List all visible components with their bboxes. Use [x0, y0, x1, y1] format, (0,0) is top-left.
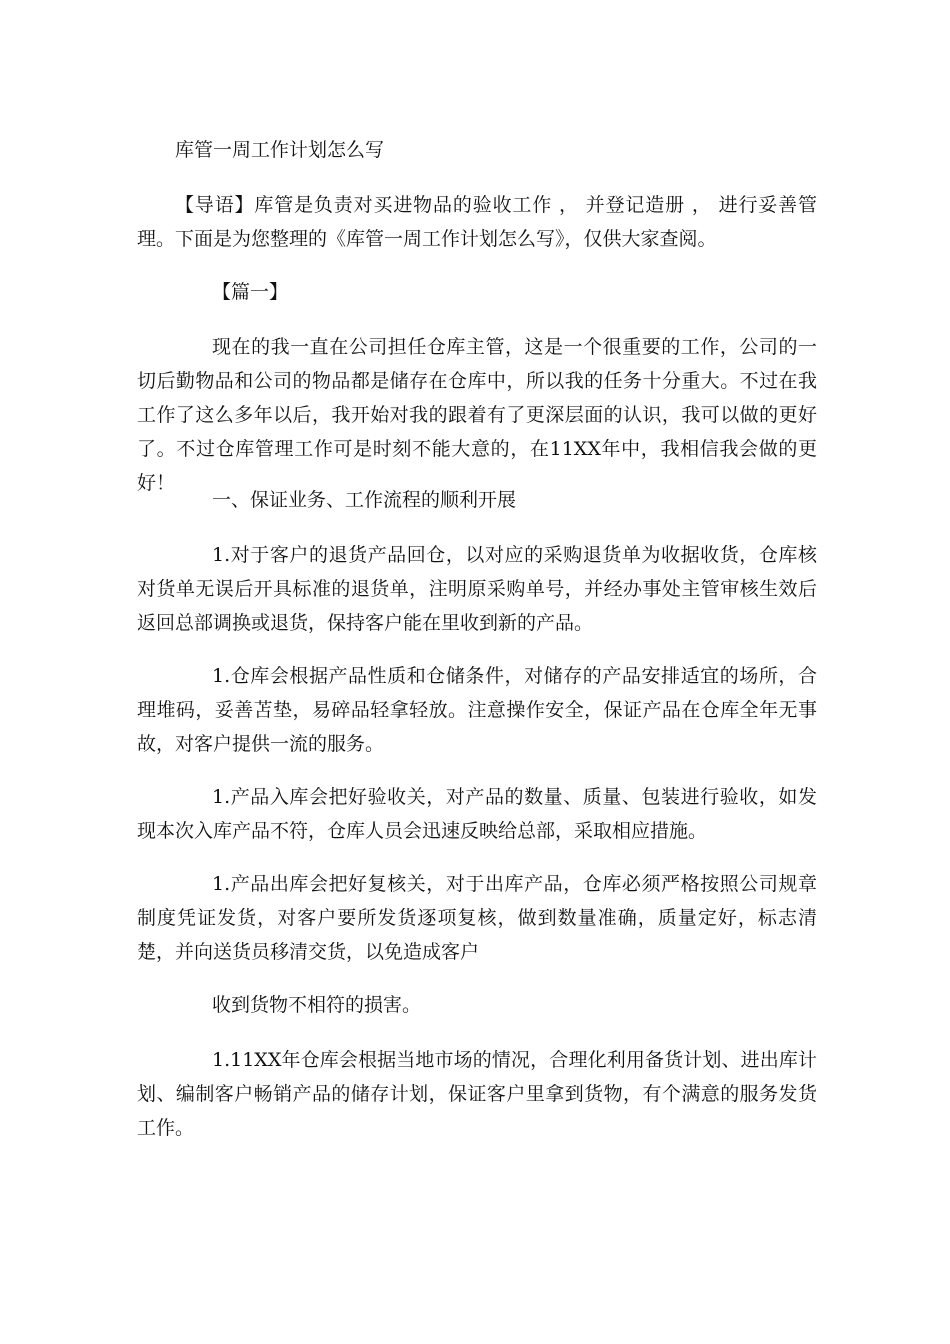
list-item-2: 1.仓库会根据产品性质和仓储条件，对储存的产品安排适宜的场所，合理堆码，妥善苫垫，易碎品轻拿轻放。注意操作安全，保证产品在仓库全年无事故，对客户提供一流的服务。 [137, 665, 817, 755]
section-heading: 一、保证业务、工作流程的顺利开展 [212, 489, 517, 511]
part-heading: 【篇一】 [212, 281, 289, 303]
list-item-4-continued: 收到货物不相符的损害。 [212, 994, 422, 1016]
body-paragraph-1: 现在的我一直在公司担任仓库主管，这是一个很重要的工作，公司的一切后勤物品和公司的物品都是储存在仓库中，所以我的任务十分重大。不过在我工作了这么多年以后，我开始对我的跟着有了更深层面的认识，我可以做的更好了。不过仓库管理工作可是时刻不能大意的，在11XX年中，我相信我会做的更好！ [137, 336, 817, 494]
intro-paragraph: 【导语】库管是负责对买进物品的验收工作 ， 并登记造册 ， 进行妥善管理。下面是为您整理的《库管一周工作计划怎么写》，仅供大家查阅。 [137, 194, 817, 250]
list-item-1: 1.对于客户的退货产品回仓，以对应的采购退货单为收据收货，仓库核对货单无误后开具标准的退货单，注明原采购单号，并经办事处主管审核生效后返回总部调换或退货，保持客户能在里收到新的产品。 [137, 544, 817, 634]
list-item-4: 1.产品出库会把好复核关，对于出库产品，仓库必须严格按照公司规章制度凭证发货，对客户要所发货逐项复核，做到数量准确，质量定好，标志清楚，并向送货员移清交货，以免造成客户 [137, 873, 817, 963]
document-title: 库管一周工作计划怎么写 [175, 139, 385, 161]
list-item-5: 1.11XX年仓库会根据当地市场的情况，合理化利用备货计划、进出库计划、编制客户畅销产品的储存计划，保证客户里拿到货物，有个满意的服务发货工作。 [137, 1049, 817, 1139]
list-item-3: 1.产品入库会把好验收关，对产品的数量、质量、包装进行验收，如发现本次入库产品不符，仓库人员会迅速反映给总部，采取相应措施。 [137, 786, 817, 842]
